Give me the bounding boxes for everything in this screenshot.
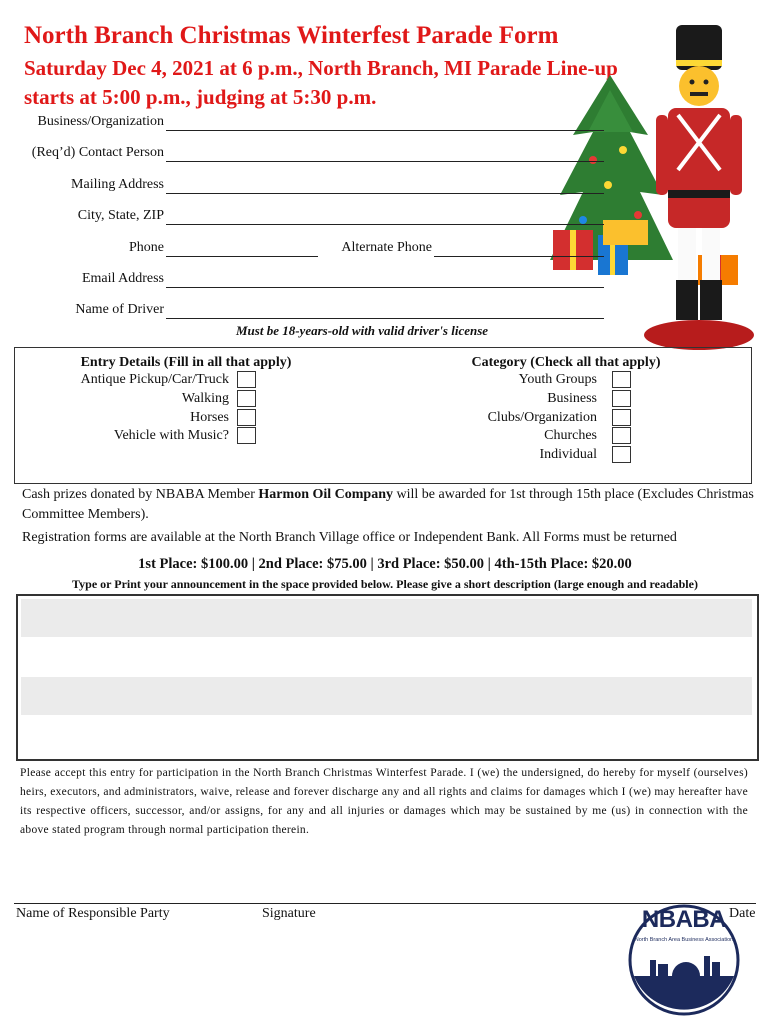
nbaba-logo-text: NBABA — [641, 906, 727, 933]
city-field[interactable] — [166, 224, 604, 225]
prize-text-post: will be awarded for 1st through 15th place (Excludes Christmas Committee Members). — [22, 487, 754, 522]
category-option-churches: Churches — [544, 428, 597, 443]
entry-option-antique: Antique Pickup/Car/Truck — [80, 372, 229, 387]
driver-note: Must be 18-years-old with valid driver's license — [236, 323, 489, 338]
alt-phone-label: Alternate Phone — [341, 240, 432, 255]
business-label: Business/Organization — [37, 114, 164, 129]
form-subtitle-line1: Saturday Dec 4, 2021 at 6 p.m., North Branch, MI Parade Line-up — [24, 56, 618, 80]
category-option-youth: Youth Groups — [518, 372, 597, 387]
form-title: North Branch Christmas Winterfest Parade Form — [24, 22, 559, 49]
contact-field[interactable] — [166, 161, 604, 162]
entry-option-music: Vehicle with Music? — [113, 428, 229, 443]
category-option-clubs: Clubs/Organization — [487, 410, 597, 425]
city-label: City, State, ZIP — [77, 208, 164, 223]
contact-label: (Req’d) Contact Person — [31, 145, 164, 160]
business-field[interactable] — [166, 130, 604, 131]
entry-checkbox-music[interactable] — [237, 427, 256, 444]
driver-label: Name of Driver — [75, 302, 164, 317]
entry-details-heading: Entry Details (Fill in all that apply) — [80, 355, 292, 370]
nbaba-logo-tagline: North Branch Area Business Association — [634, 937, 734, 943]
nutcracker-tree-illustration — [548, 20, 760, 360]
cash-prizes-text — [22, 485, 762, 525]
announcement-instructions: Type or Print your announcement in the space provided below. Please give a short description (large enough and readable) — [72, 577, 698, 591]
entry-option-horses: Horses — [190, 410, 229, 425]
prize-text-pre: Cash prizes donated by NBABA Member — [22, 487, 259, 502]
entry-checkbox-horses[interactable] — [237, 409, 256, 426]
category-checkbox-clubs[interactable] — [612, 409, 631, 426]
prize-amounts: 1st Place: $100.00 | 2nd Place: $75.00 | 3rd Place: $50.00 | 4th-15th Place: $20.00 — [138, 556, 632, 572]
waiver-text: Please accept this entry for participation in the North Branch Christmas Winterfest Parade. I (we) the undersigned, do hereby for myself (ourselves) heirs, executors, and administrators, waive, release and forever discharge any and all rights and claims for damages which I (we) may hereafter have its respective officers, successor, and/or assigns, for any and all injuries or damages which may be sustained by me (us) in connection with the above stated program through normal participation therein. — [20, 767, 748, 836]
email-field[interactable] — [166, 287, 604, 288]
category-option-individual: Individual — [539, 447, 597, 462]
category-option-business: Business — [547, 391, 597, 406]
category-checkbox-individual[interactable] — [612, 446, 631, 463]
category-checkbox-business[interactable] — [612, 390, 631, 407]
category-checkbox-youth[interactable] — [612, 371, 631, 388]
registration-text: Registration forms are available at the North Branch Village office or Independent Bank. All Forms must be returned — [22, 530, 677, 545]
driver-field[interactable] — [166, 318, 604, 319]
entry-option-walking: Walking — [181, 391, 229, 406]
phone-field[interactable] — [166, 256, 318, 257]
alt-phone-field[interactable] — [434, 256, 604, 257]
prize-sponsor: Harmon Oil Company — [258, 487, 393, 502]
mailing-field[interactable] — [166, 193, 604, 194]
announcement-line-1 — [21, 599, 752, 637]
category-checkbox-churches[interactable] — [612, 427, 631, 444]
email-label: Email Address — [81, 271, 164, 286]
phone-label: Phone — [129, 240, 164, 255]
entry-checkbox-walking[interactable] — [237, 390, 256, 407]
date-label: Date — [729, 906, 756, 921]
form-subtitle-line2: starts at 5:00 p.m., judging at 5:30 p.m. — [24, 85, 377, 109]
entry-checkbox-antique[interactable] — [237, 371, 256, 388]
category-heading: Category (Check all that apply) — [471, 355, 661, 370]
announcement-line-3 — [21, 677, 752, 715]
mailing-label: Mailing Address — [71, 177, 164, 192]
signature-label: Signature — [262, 906, 316, 921]
responsible-party-label: Name of Responsible Party — [16, 906, 170, 921]
